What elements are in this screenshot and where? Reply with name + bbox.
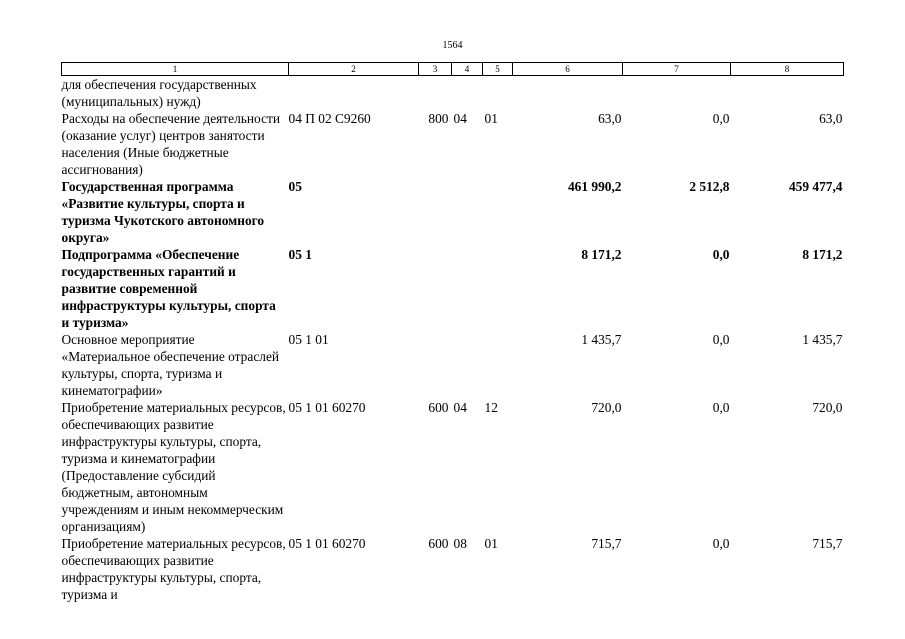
table-body xyxy=(62,76,844,604)
row-value-6: 461 990,2 xyxy=(567,179,622,194)
row-code: 05 xyxy=(288,179,302,194)
row-col-3 xyxy=(419,178,452,246)
row-col-4: 04 xyxy=(453,111,467,126)
row-col-5 xyxy=(483,178,513,246)
table-row xyxy=(62,535,844,603)
row-value-8: 1 435,7 xyxy=(802,332,843,347)
row-value-8 xyxy=(731,76,844,111)
row-col-5: 01 xyxy=(484,111,498,126)
row-code xyxy=(289,76,419,111)
row-col-4 xyxy=(452,76,483,111)
row-value-7 xyxy=(623,76,731,111)
header-col-2: 2 xyxy=(289,63,419,76)
row-name: Приобретение материальных ресурсов, обеспечивающих развитие инфраструктуры культуры, спорта, туризма и кинематографии (Предоставление субсидий бюджетным, автономным учреждениям и иным некоммерческим организациям) xyxy=(61,400,286,534)
row-col-5 xyxy=(483,246,513,331)
row-col-5: 12 xyxy=(484,400,498,415)
row-col-4 xyxy=(452,331,483,399)
row-value-6: 1 435,7 xyxy=(581,332,622,347)
row-name: Расходы на обеспечение деятельности (оказание услуг) центров занятости населения (Иные бюджетные ассигнования) xyxy=(61,111,281,177)
row-value-6: 715,7 xyxy=(591,536,622,551)
row-col-4: 08 xyxy=(453,536,467,551)
row-col-5 xyxy=(483,331,513,399)
table-header xyxy=(62,63,844,76)
row-value-7: 0,0 xyxy=(712,247,730,262)
header-col-1: 1 xyxy=(62,63,289,76)
row-col-4: 04 xyxy=(453,400,467,415)
row-value-7: 2 512,8 xyxy=(689,179,730,194)
row-value-6: 720,0 xyxy=(591,400,622,415)
header-row xyxy=(62,63,844,76)
table-row xyxy=(62,178,844,246)
row-value-7: 0,0 xyxy=(712,111,730,126)
page-number: 1564 xyxy=(442,40,463,51)
row-name: Приобретение материальных ресурсов, обеспечивающих развитие инфраструктуры культуры, спорта, туризма и xyxy=(61,536,286,602)
row-col-5: 01 xyxy=(484,536,498,551)
header-col-4: 4 xyxy=(452,63,483,76)
table-row xyxy=(62,331,844,399)
row-code: 05 1 01 xyxy=(288,332,329,347)
row-col-3: 600 xyxy=(428,400,449,415)
header-col-7: 7 xyxy=(623,63,731,76)
row-value-8: 8 171,2 xyxy=(802,247,843,262)
row-value-8: 715,7 xyxy=(812,536,843,551)
row-value-6: 63,0 xyxy=(598,111,622,126)
row-col-4 xyxy=(452,246,483,331)
row-value-6 xyxy=(513,76,623,111)
row-name: Государственная программа «Развитие культуры, спорта и туризма Чукотского автономного округа» xyxy=(61,179,265,245)
header-col-5: 5 xyxy=(483,63,513,76)
row-col-5 xyxy=(483,76,513,111)
row-value-7: 0,0 xyxy=(712,332,730,347)
table-row xyxy=(62,399,844,535)
row-col-3: 600 xyxy=(428,536,449,551)
row-col-3 xyxy=(419,76,452,111)
row-value-8: 720,0 xyxy=(812,400,843,415)
row-value-7: 0,0 xyxy=(712,536,730,551)
row-value-6: 8 171,2 xyxy=(581,247,622,262)
row-col-4 xyxy=(452,178,483,246)
budget-table xyxy=(61,62,844,603)
row-col-3 xyxy=(419,331,452,399)
row-code: 05 1 xyxy=(288,247,312,262)
row-code: 05 1 01 60270 xyxy=(288,400,366,415)
row-code: 05 1 01 60270 xyxy=(288,536,366,551)
row-col-3: 800 xyxy=(428,111,449,126)
row-name: Основное мероприятие «Материальное обеспечение отраслей культуры, спорта, туризма и кинематографии» xyxy=(61,332,280,398)
row-value-8: 459 477,4 xyxy=(788,179,843,194)
row-name: Подпрограмма «Обеспечение государственных гарантий и развитие современной инфраструктуры культуры, спорта и туризма» xyxy=(61,247,276,330)
row-code: 04 П 02 С9260 xyxy=(288,111,371,126)
header-col-3: 3 xyxy=(419,63,452,76)
table-row xyxy=(62,76,844,111)
table-row xyxy=(62,110,844,178)
row-name: для обеспечения государственных (муниципальных) нужд) xyxy=(61,77,257,109)
table-row xyxy=(62,246,844,331)
row-col-3 xyxy=(419,246,452,331)
header-col-8: 8 xyxy=(731,63,844,76)
header-col-6: 6 xyxy=(513,63,623,76)
row-value-7: 0,0 xyxy=(712,400,730,415)
row-value-8: 63,0 xyxy=(819,111,843,126)
